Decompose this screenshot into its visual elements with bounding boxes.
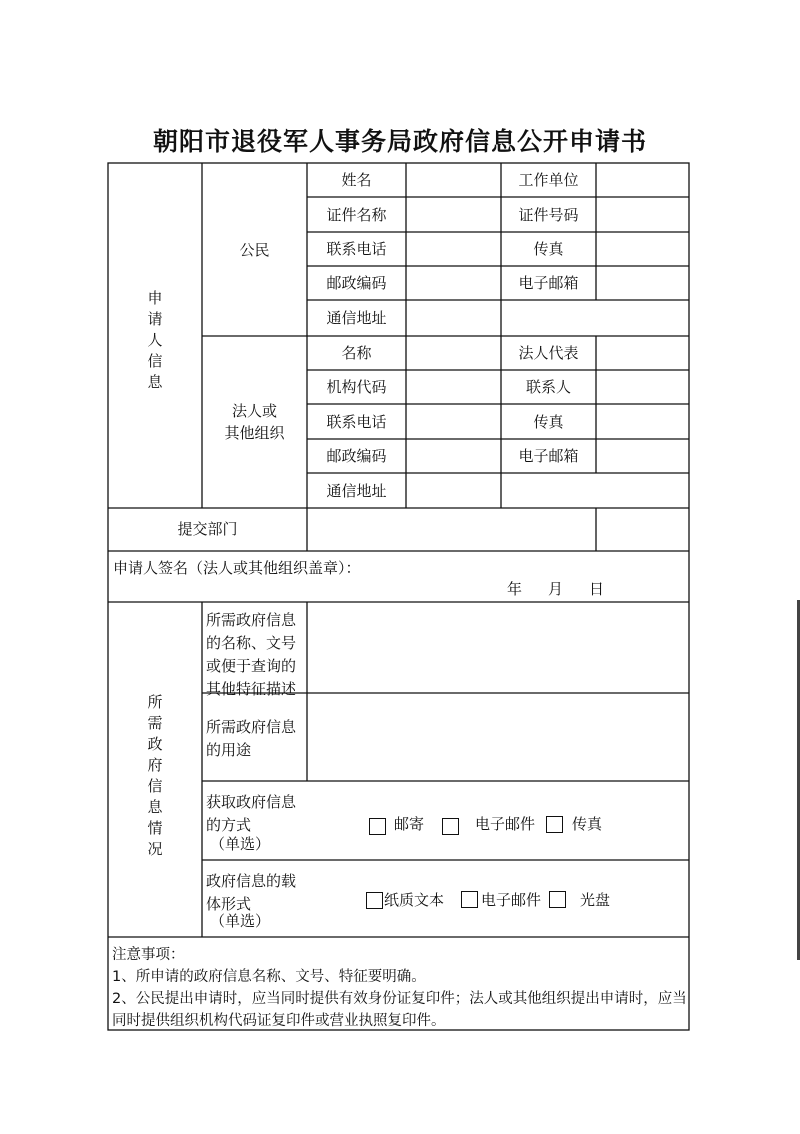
citizen-phone-field[interactable] (407, 233, 500, 265)
citizen-name-label: 姓名 (341, 171, 372, 189)
citizen-id-number-label: 证件号码 (518, 206, 579, 224)
citizen-fax-label: 传真 (533, 240, 564, 258)
form-title: 朝阳市退役军人事务局政府信息公开申请书 (152, 127, 647, 156)
signature-field[interactable] (380, 553, 680, 599)
date-year-label: 年 (507, 580, 523, 598)
org-fax-label: 传真 (533, 413, 564, 431)
org-legal-rep-field[interactable] (597, 337, 688, 369)
purpose-label: 所需政府信息的用途 (206, 718, 297, 759)
citizen-employer-label: 工作单位 (518, 171, 579, 189)
method-email-label: 电子邮件 (475, 815, 536, 833)
method-single-choice-note: （单选） (210, 835, 271, 853)
org-postcode-field[interactable] (407, 440, 500, 472)
note-item-2: 2、公民提出申请时，应当同时提供有效身份证复印件；法人或其他组织提出申请时，应当同时提供组织机构代码证复印件或营业执照复印件。 (112, 991, 687, 1029)
citizen-id-number-field[interactable] (597, 198, 688, 231)
citizen-id-type-field[interactable] (407, 198, 500, 231)
citizen-name-field[interactable] (407, 164, 500, 196)
carrier-paper-checkbox[interactable] (366, 892, 383, 909)
org-phone-label: 联系电话 (326, 413, 387, 431)
applicant-info-section-label: 申请人信息 (147, 289, 163, 391)
org-address-field[interactable] (407, 474, 688, 507)
method-fax-checkbox[interactable] (546, 816, 563, 833)
org-contact-field[interactable] (597, 371, 688, 403)
organization-group-label-line2: 其他组织 (224, 424, 285, 442)
organization-group-label-line1: 法人或 (231, 402, 277, 420)
citizen-address-label: 通信地址 (326, 309, 387, 327)
org-contact-label: 联系人 (525, 378, 571, 396)
note-item-1: 1、所申请的政府信息名称、文号、特征要明确。 (112, 969, 426, 985)
citizen-employer-field[interactable] (597, 164, 688, 196)
org-name-label: 名称 (341, 344, 372, 362)
citizen-phone-label: 联系电话 (326, 240, 387, 258)
date-day-label: 日 (589, 580, 605, 598)
notes-block (112, 944, 692, 1032)
citizen-email-field[interactable] (597, 267, 688, 299)
org-name-field[interactable] (407, 337, 500, 369)
carrier-email-checkbox[interactable] (461, 891, 478, 908)
submit-department-field[interactable] (308, 509, 595, 550)
org-postcode-label: 邮政编码 (326, 447, 387, 465)
description-field[interactable] (308, 603, 688, 692)
org-email-field[interactable] (597, 440, 688, 472)
description-label: 所需政府信息的名称、文号或便于查询的其他特征描述 (206, 611, 297, 698)
citizen-address-field[interactable] (407, 301, 688, 335)
citizen-id-type-label: 证件名称 (326, 206, 387, 224)
signature-label: 申请人签名（法人或其他组织盖章）： (113, 559, 361, 577)
carrier-disc-label: 光盘 (580, 891, 611, 909)
submit-department-label: 提交部门 (177, 520, 238, 538)
citizen-fax-field[interactable] (597, 233, 688, 265)
carrier-single-choice-note: （单选） (210, 912, 271, 930)
citizen-email-label: 电子邮箱 (518, 274, 579, 292)
method-mail-label: 邮寄 (394, 815, 425, 833)
org-fax-field[interactable] (597, 405, 688, 438)
org-code-field[interactable] (407, 371, 500, 403)
notes-heading: 注意事项： (112, 947, 185, 963)
citizen-postcode-field[interactable] (407, 267, 500, 299)
purpose-field[interactable] (308, 694, 688, 780)
citizen-group-label: 公民 (239, 241, 270, 259)
org-code-label: 机构代码 (326, 378, 387, 396)
method-label: 获取政府信息的方式 (206, 793, 297, 834)
carrier-disc-checkbox[interactable] (549, 891, 566, 908)
carrier-label: 政府信息的载体形式 (206, 872, 297, 913)
org-legal-rep-label: 法人代表 (518, 344, 579, 362)
method-mail-checkbox[interactable] (369, 818, 386, 835)
carrier-email-label: 电子邮件 (481, 891, 542, 909)
method-email-checkbox[interactable] (442, 818, 459, 835)
date-month-label: 月 (548, 580, 564, 598)
org-phone-field[interactable] (407, 405, 500, 438)
citizen-postcode-label: 邮政编码 (326, 274, 387, 292)
carrier-paper-label: 纸质文本 (384, 891, 445, 909)
method-fax-label: 传真 (572, 815, 603, 833)
org-address-label: 通信地址 (326, 482, 387, 500)
org-email-label: 电子邮箱 (518, 447, 579, 465)
info-section-label: 所需政府信息情况 (147, 693, 163, 858)
